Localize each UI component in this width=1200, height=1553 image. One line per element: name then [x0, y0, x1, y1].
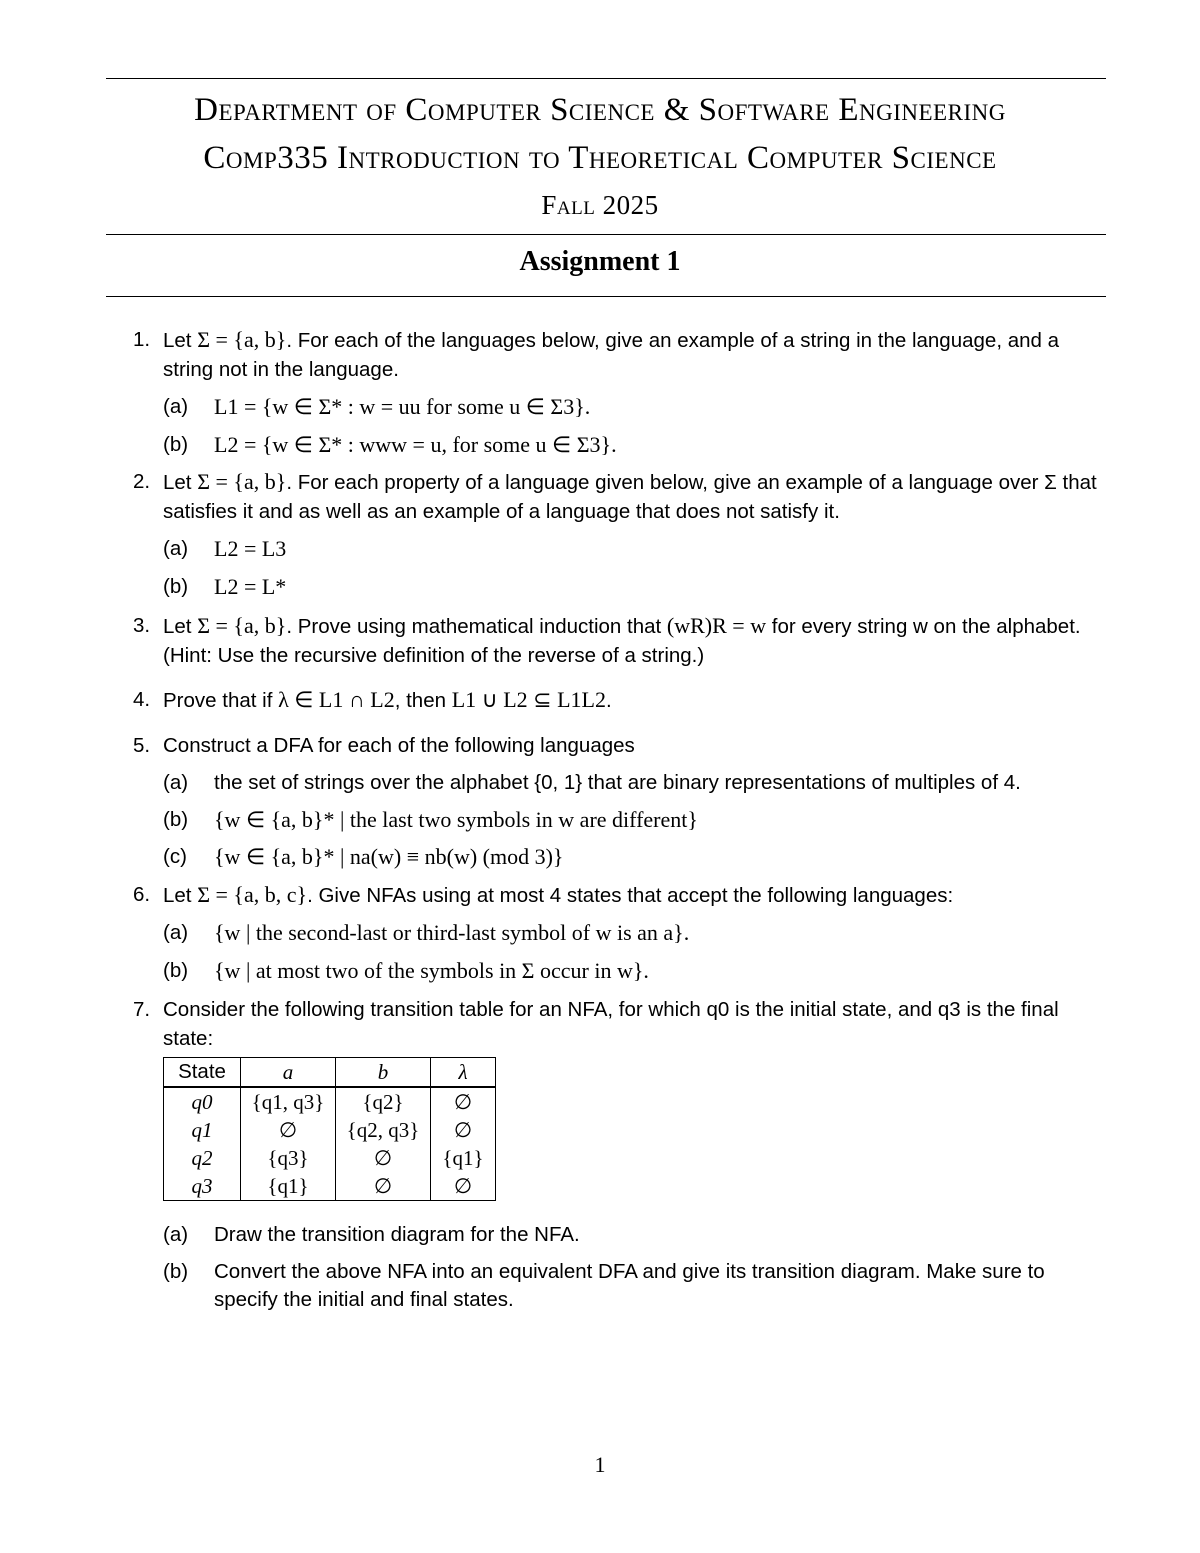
question-3 — [133, 612, 1108, 670]
table-cell: {q2} — [336, 1087, 431, 1116]
department-heading: Department of Computer Science & Software Engineering — [194, 92, 1006, 128]
subquestion-c — [163, 843, 1108, 873]
table-row — [164, 1116, 496, 1144]
subquestion-a — [163, 535, 1108, 565]
table-cell: {q1} — [241, 1172, 336, 1201]
subquestion-label: (b) — [163, 574, 189, 598]
column-header: State — [164, 1058, 241, 1088]
question-number: 3. — [133, 614, 151, 637]
subquestion-label: (b) — [163, 1259, 189, 1283]
language-definition: {w ∈ {a, b}* | na(w) ≡ nb(w) (mod 3)} — [214, 844, 564, 869]
subquestion-label: (b) — [163, 958, 189, 982]
subquestions — [163, 393, 1108, 460]
title-rule-bottom — [106, 296, 1106, 297]
subquestion-b — [163, 957, 1108, 987]
question-text: Let — [163, 471, 198, 494]
subquestion-label: (a) — [163, 537, 189, 560]
language-definition: L2 = {w ∈ Σ* : www = u, for some u ∈ Σ3}. — [214, 431, 617, 457]
table-cell: ∅ — [431, 1087, 496, 1116]
subquestion-label: (a) — [163, 771, 189, 794]
term-heading: Fall 2025 — [541, 190, 659, 220]
subquestion-text: Draw the transition diagram for the NFA. — [214, 1223, 580, 1246]
question-number: 4. — [133, 688, 151, 711]
question-text: Let — [163, 615, 198, 638]
alphabet-definition: Σ = {a, b} — [197, 327, 287, 352]
subquestion-b — [163, 806, 1108, 836]
question-4 — [133, 686, 1108, 716]
premise-formula: λ ∈ L1 ∩ L2 — [278, 687, 395, 712]
language-definition: {w | at most two of the symbols in Σ occur in w}. — [214, 957, 649, 983]
table-cell: {q2, q3} — [336, 1116, 431, 1144]
column-header: b — [336, 1058, 431, 1088]
course-heading: Comp335 Introduction to Theoretical Computer Science — [203, 140, 997, 176]
alphabet-definition: Σ = {a, b} — [197, 469, 287, 494]
question-6 — [133, 881, 1108, 987]
title-rule-top — [106, 234, 1106, 235]
subquestions — [163, 769, 1108, 873]
table-cell: ∅ — [431, 1172, 496, 1201]
table-row — [164, 1087, 496, 1116]
subquestion-b — [163, 431, 1108, 461]
question-1 — [133, 326, 1108, 460]
subquestion-a — [163, 919, 1108, 949]
table-cell: ∅ — [336, 1172, 431, 1201]
transition-table — [163, 1057, 496, 1201]
table-cell: ∅ — [336, 1144, 431, 1172]
alphabet-definition: Σ = {a, b, c} — [197, 881, 308, 907]
subquestion-label: (c) — [163, 845, 187, 868]
property-formula: L2 = L3 — [214, 536, 287, 561]
question-text: , then — [394, 689, 452, 712]
language-definition: {w ∈ {a, b}* | the last two symbols in w are different} — [214, 806, 698, 832]
subquestion-b — [163, 573, 1108, 603]
question-number: 1. — [133, 328, 151, 351]
table-cell: q2 — [164, 1144, 241, 1172]
question-text: . For each of the languages below, give an example of a string in the language, and a string not in the language. — [163, 329, 1060, 381]
question-text: Construct a DFA for each of the following languages — [163, 733, 635, 757]
subquestion-label: (a) — [163, 921, 189, 944]
subquestion-text: Convert the above NFA into an equivalent DFA and give its transition diagram. Make sure to specify the initial and final states. — [214, 1259, 1045, 1311]
question-number: 7. — [133, 998, 151, 1021]
question-text: for every string w on the alphabet. (Hint: Use the recursive definition of the reverse of a string.) — [163, 615, 1081, 667]
question-text: . Prove using mathematical induction that — [286, 615, 667, 638]
subquestion-label: (a) — [163, 1223, 189, 1246]
subquestion-label: (b) — [163, 432, 189, 456]
question-7 — [133, 996, 1108, 1315]
table-cell: ∅ — [431, 1116, 496, 1144]
question-list — [133, 326, 1108, 1323]
subquestions — [163, 535, 1108, 602]
top-rule — [106, 78, 1106, 79]
subquestion-a — [163, 393, 1108, 423]
table-cell: {q3} — [241, 1144, 336, 1172]
table-cell: {q1, q3} — [241, 1087, 336, 1116]
subquestions — [163, 919, 1108, 986]
question-text: Let — [163, 329, 198, 352]
question-5 — [133, 732, 1108, 873]
reverse-formula: (wR)R = w — [666, 613, 767, 638]
question-text: . Give NFAs using at most 4 states that accept the following languages: — [307, 883, 954, 907]
subquestion-label: (b) — [163, 807, 189, 831]
column-header: a — [241, 1058, 336, 1088]
question-number: 5. — [133, 733, 151, 757]
question-number: 2. — [133, 470, 151, 493]
subquestion-label: (a) — [163, 395, 189, 418]
question-text: . — [606, 689, 612, 712]
property-formula: L2 = L* — [214, 573, 287, 599]
table-cell: q1 — [164, 1116, 241, 1144]
subquestion-text: the set of strings over the alphabet {0, 1} that are binary representations of multiples of 4. — [214, 771, 1021, 794]
question-number: 6. — [133, 882, 151, 906]
language-definition: {w | the second-last or third-last symbol of w is an a}. — [214, 920, 690, 945]
alphabet-definition: Σ = {a, b} — [197, 613, 287, 638]
table-cell: q3 — [164, 1172, 241, 1201]
subquestion-b — [163, 1258, 1108, 1315]
table-cell: q0 — [164, 1087, 241, 1116]
page-number: 1 — [594, 1452, 606, 1477]
question-text: . For each property of a language given below, give an example of a language over Σ that satisfies it and as well as an example of a language that does not satisfy it. — [163, 471, 1097, 523]
table-header-row — [164, 1058, 496, 1088]
subquestion-a — [163, 1221, 1108, 1250]
table-cell: ∅ — [241, 1116, 336, 1144]
subquestion-a — [163, 769, 1108, 798]
question-text: Consider the following transition table for an NFA, for which q0 is the initial state, and q3 is the final state: — [163, 998, 1059, 1050]
question-text: Prove that if — [163, 689, 279, 712]
table-cell: {q1} — [431, 1144, 496, 1172]
conclusion-formula: L1 ∪ L2 ⊆ L1L2 — [451, 687, 606, 712]
question-text: Let — [163, 883, 198, 907]
column-header: λ — [431, 1058, 496, 1088]
subquestions — [163, 1221, 1108, 1315]
language-definition: L1 = {w ∈ Σ* : w = uu for some u ∈ Σ3}. — [214, 394, 591, 419]
assignment-title: Assignment 1 — [519, 246, 681, 277]
table-row — [164, 1144, 496, 1172]
question-2 — [133, 468, 1108, 602]
table-row — [164, 1172, 496, 1201]
